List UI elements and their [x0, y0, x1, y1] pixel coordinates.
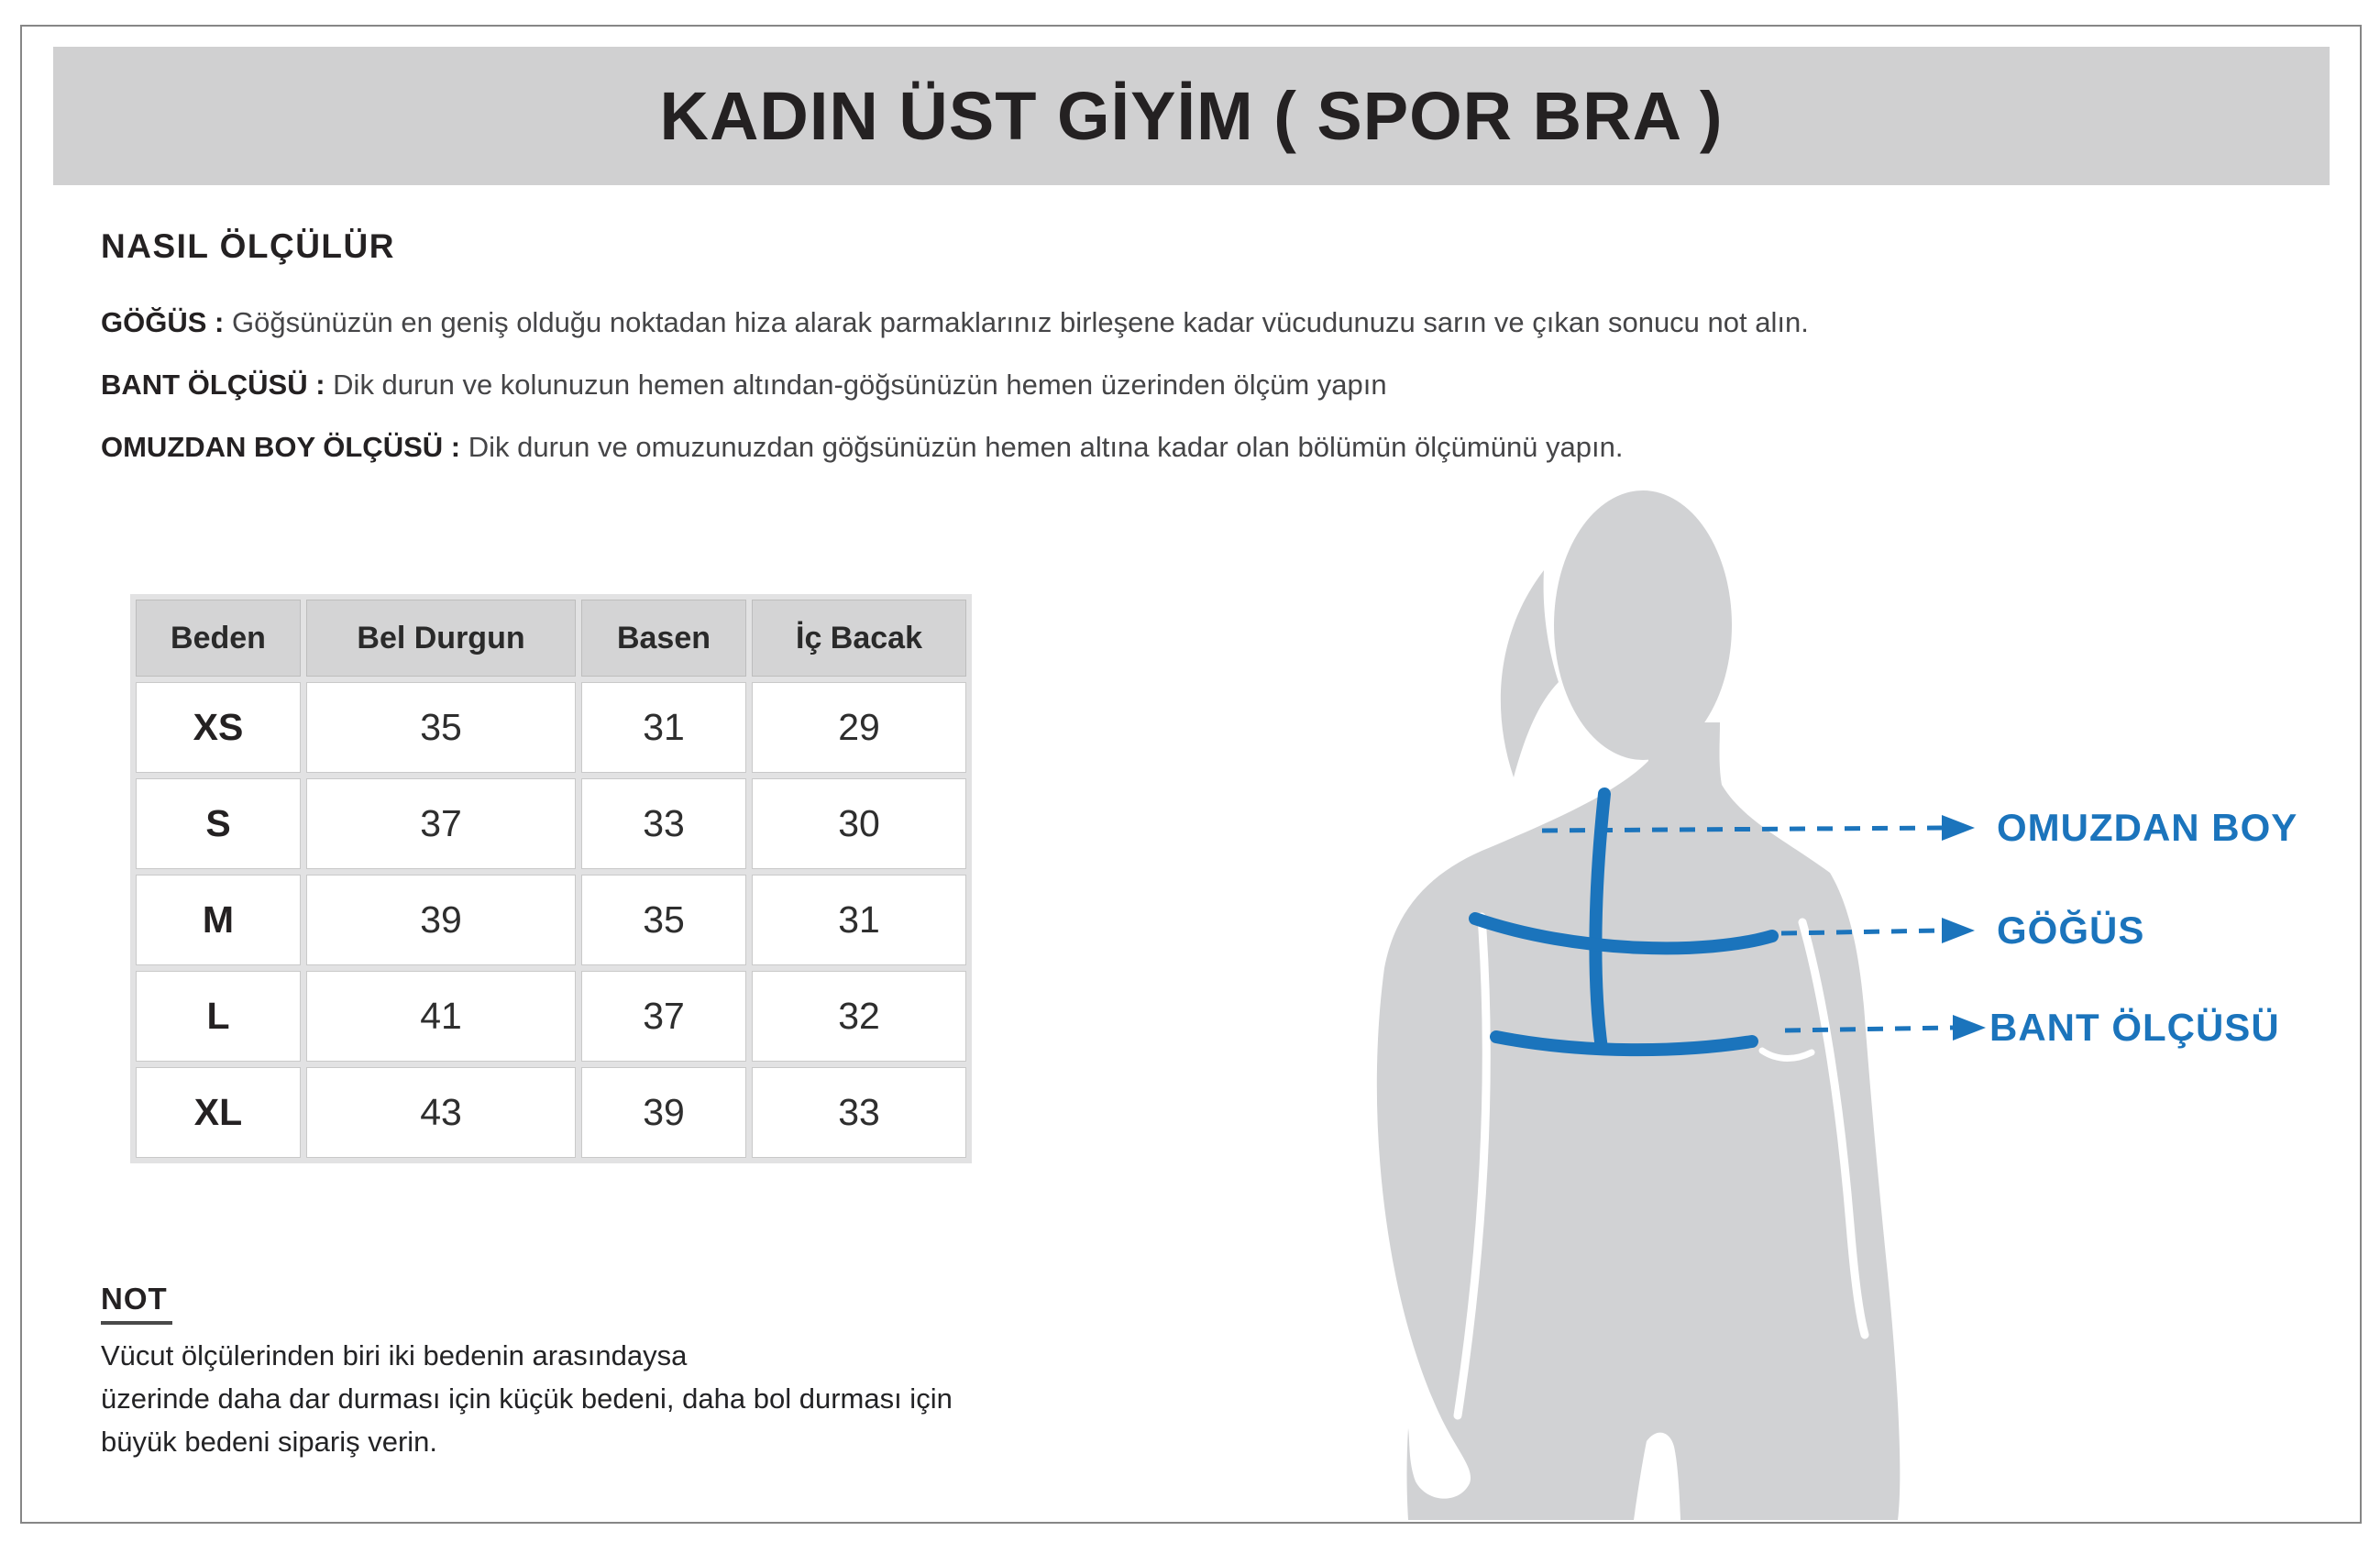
arrowhead-icon	[1942, 815, 1975, 841]
size-label: XS	[136, 682, 301, 773]
table-cell: 37	[581, 971, 746, 1062]
size-table-header-row	[136, 600, 966, 677]
instruction-gogus-label: GÖĞÜS :	[101, 306, 225, 338]
table-cell: 39	[581, 1067, 746, 1158]
instruction-omuzdan-text: Dik durun ve omuzunuzdan göğsünüzün hemen altına kadar olan bölümün ölçümünü yapın.	[468, 431, 1624, 463]
table-cell: 32	[752, 971, 966, 1062]
table-cell: 33	[581, 778, 746, 869]
arrowhead-icon	[1942, 918, 1975, 943]
column-header-beden: Beden	[136, 600, 301, 677]
table-row-xs	[136, 682, 966, 773]
table-cell: 37	[306, 778, 576, 869]
note-heading: NOT	[101, 1282, 168, 1316]
table-cell: 43	[306, 1067, 576, 1158]
instruction-bant-label: BANT ÖLÇÜSÜ :	[101, 369, 325, 401]
note-line: Vücut ölçülerinden biri iki bedenin arasındaysa	[101, 1339, 688, 1371]
note-section	[101, 1282, 1293, 1463]
note-underline	[101, 1321, 172, 1325]
size-label: XL	[136, 1067, 301, 1158]
table-row-l	[136, 971, 966, 1062]
table-cell: 39	[306, 875, 576, 965]
note-line: büyük bedeni sipariş verin.	[101, 1426, 438, 1458]
omuzdan-boy-arrow-line	[1542, 828, 1942, 831]
table-cell: 31	[581, 682, 746, 773]
arrowhead-icon	[1953, 1015, 1986, 1041]
title-banner	[53, 47, 2330, 185]
how-to-measure-heading: NASIL ÖLÇÜLÜR	[101, 227, 395, 265]
table-row-m	[136, 875, 966, 965]
measurement-figure	[1311, 458, 2374, 1520]
instruction-gogus-text: Göğsünüzün en geniş olduğu noktadan hiza alarak parmaklarınız birleşene kadar vücudunuzu sarın ve çıkan sonucu not alın.	[231, 306, 1809, 338]
ponytail-shape	[1501, 570, 1559, 777]
note-line: üzerinde daha dar durması için küçük bedeni, daha bol durması için	[101, 1382, 953, 1415]
page-title: KADIN ÜST GİYİM ( SPOR BRA )	[659, 78, 1724, 154]
table-row-xl	[136, 1067, 966, 1158]
table-cell: 41	[306, 971, 576, 1062]
table-cell: 35	[581, 875, 746, 965]
table-cell: 33	[752, 1067, 966, 1158]
figure-label-bant-olcusu: BANT ÖLÇÜSÜ	[1989, 1006, 2280, 1049]
column-header-basen: Basen	[581, 600, 746, 677]
size-label: L	[136, 971, 301, 1062]
instruction-omuzdan-label: OMUZDAN BOY ÖLÇÜSÜ :	[101, 431, 461, 463]
measurement-instructions	[101, 292, 1916, 479]
head-shape	[1554, 490, 1732, 760]
instruction-bant-text: Dik durun ve kolunuzun hemen altından-göğsünüzün hemen üzerinden ölçüm yapın	[333, 369, 1387, 401]
table-cell: 31	[752, 875, 966, 965]
figure-label-gogus: GÖĞÜS	[1997, 909, 2145, 952]
table-cell: 35	[306, 682, 576, 773]
column-header-bel-durgun: Bel Durgun	[306, 600, 576, 677]
body-shape	[1377, 722, 1901, 1520]
note-text	[101, 1334, 1293, 1463]
instruction-gogus	[101, 292, 1916, 354]
table-cell: 29	[752, 682, 966, 773]
size-table	[130, 594, 972, 1163]
table-cell: 30	[752, 778, 966, 869]
instruction-bant	[101, 354, 1916, 416]
size-label: S	[136, 778, 301, 869]
table-row-s	[136, 778, 966, 869]
arrowheads	[1942, 815, 1986, 1041]
size-label: M	[136, 875, 301, 965]
column-header-ic-bacak: İç Bacak	[752, 600, 966, 677]
figure-label-omuzdan-boy: OMUZDAN BOY	[1997, 806, 2298, 849]
